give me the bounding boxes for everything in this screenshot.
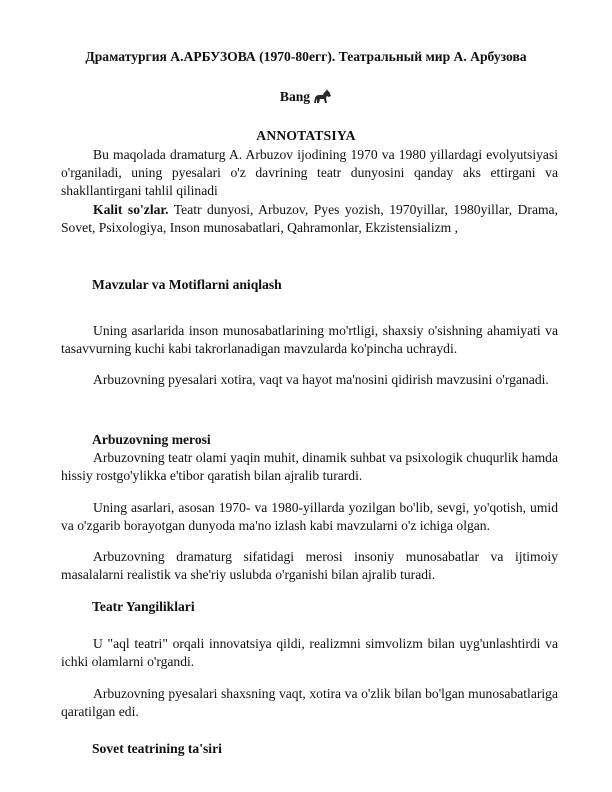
paragraph-legacy-2: Uning asarlari, asosan 1970- va 1980-yillarda yozilgan bo'lib, sevgi, yo'qotish, umid va o'zgarib borayotgan dunyoda ma'no izlash kabi mavzularni o'z ichiga olgan. <box>61 500 558 533</box>
keywords-text: Teatr dunyosi, Arbuzov, Pyes yozish, 1970yillar, 1980yillar, Drama, Sovet, Psixologiya, Inson munosabatlari, Qahramonlar, Ekzistensializm , <box>61 202 558 235</box>
paragraph-themes-1: Uning asarlarida inson munosabatlarining mo'rtligi, shaxsiy o'sishning ahamiyati va tasavvurning kuchi kabi takrorlanadigan mavzularda ko'pincha uchraydi. <box>61 323 558 356</box>
paragraph-legacy-3: Arbuzovning dramaturg sifatidagi merosi insoniy munosabatlar va ijtimoiy masalalarni realistik va she'riy uslubda o'rganishi bilan ajralib turadi. <box>61 549 558 582</box>
paragraph-themes-2: Arbuzovning pyesalari xotira, vaqt va hayot ma'nosini qidirish mavzusini o'rganadi. <box>93 372 549 387</box>
author-line <box>0 88 612 105</box>
section-heading-innovations: Teatr Yangiliklari <box>92 599 195 614</box>
paragraph-innovations-1: U "aql teatri" orqali innovatsiya qildi, realizmni simvolizm bilan uyg'unlashtirdi va ichki olamlarni o'rgandi. <box>61 636 558 669</box>
keywords-paragraph <box>61 201 558 237</box>
document-title: Драматургия А.АРБУЗОВА (1970-80егг). Театральный мир А. Арбузова <box>85 49 527 64</box>
section-heading-soviet-theatre: Sovet teatrining ta'siri <box>92 741 222 756</box>
annotation-text: Bu maqolada dramaturg A. Arbuzov ijodining 1970 va 1980 yillardagi evolyutsiyasi o'rganiladi, uning pyesalari o'z davrining teatr dunyosini qanday aks ettirgani va shakllantirgani tahlil qilinadi <box>61 147 558 198</box>
keywords-label: Kalit so'zlar. <box>93 202 169 217</box>
horse-icon <box>312 88 332 104</box>
author-name: Bang <box>279 89 311 104</box>
annotation-heading: ANNOTATSIYA <box>256 128 356 143</box>
section-heading-legacy: Arbuzovning merosi <box>92 432 211 447</box>
paragraph-innovations-2: Arbuzovning pyesalari shaxsning vaqt, xotira va o'zlik bilan bo'lgan munosabatlariga qaratilgan edi. <box>61 686 558 719</box>
paragraph-legacy-1: Arbuzovning teatr olami yaqin muhit, dinamik suhbat va psixologik chuqurlik hamda hissiy rostgo'ylikka e'tibor qaratish bilan ajralib turardi. <box>61 450 558 483</box>
section-heading-themes: Mavzular va Motiflarni aniqlash <box>92 277 282 292</box>
